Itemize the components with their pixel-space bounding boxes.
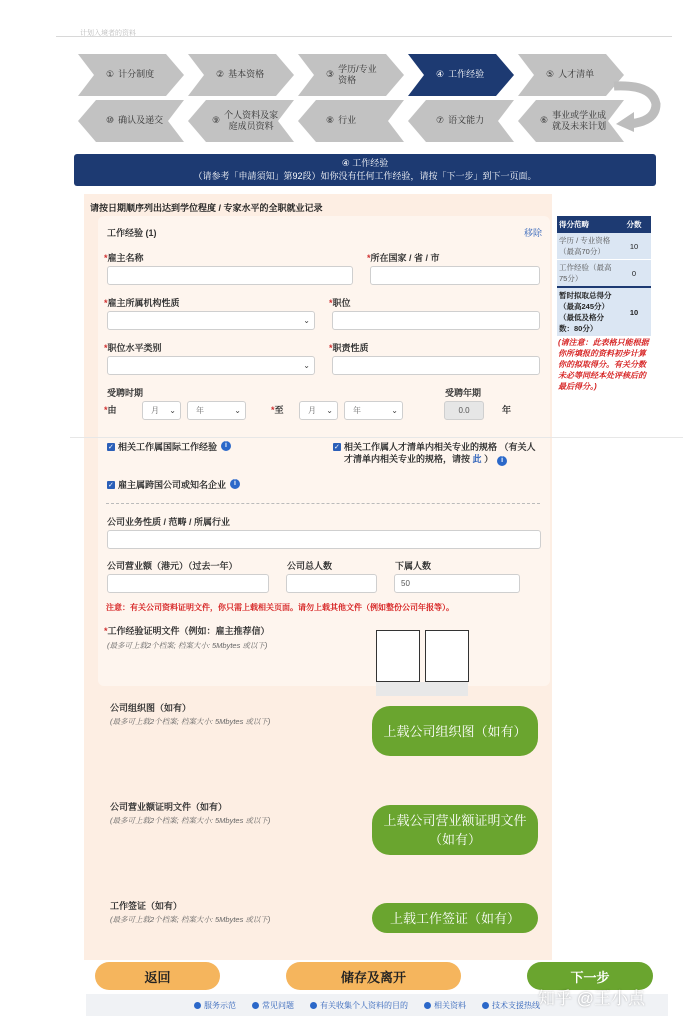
step-6-num: ⑥ (540, 115, 549, 126)
from-month-select[interactable]: 月 ⌄ (142, 401, 181, 420)
duty-nature-input[interactable] (332, 356, 540, 375)
step-5-num: ⑤ (546, 69, 555, 80)
table-row (557, 287, 651, 337)
step-9-label: 个人资料及家庭成员资料 (224, 109, 279, 131)
to-year-select[interactable]: 年 ⌄ (344, 401, 403, 420)
step-6[interactable] (518, 100, 624, 142)
back-button[interactable]: 返回 (95, 962, 220, 990)
visa-label: 工作签证（如有） (110, 901, 183, 911)
table-row (557, 260, 651, 288)
from-label: *由 (104, 405, 117, 415)
step-4[interactable] (408, 54, 514, 96)
step-7-num: ⑦ (436, 115, 445, 126)
top-header-text: 计划入境者的资料 (80, 30, 136, 36)
country-label: *所在国家 / 省 / 市 (367, 253, 440, 263)
score-total-label: 暂时拟取总得分（最高245分）（最低及格分数：80分） (557, 287, 617, 337)
company-nature-input[interactable] (107, 530, 541, 549)
step-2[interactable] (188, 54, 294, 96)
table-row (557, 233, 651, 260)
step-2-label: 基本资格 (228, 69, 265, 80)
period-label: 受聘时期 (107, 388, 144, 398)
position-label: *职位 (329, 298, 351, 308)
step-10-num: ⑩ (106, 115, 115, 126)
step-7[interactable] (408, 100, 514, 142)
checkbox-checked-icon (333, 443, 341, 451)
score-table (557, 216, 651, 336)
step-1-num: ① (106, 69, 115, 80)
company-nature-label: 公司业务性质 / 范畴 / 所属行业 (107, 517, 231, 527)
upload-turnover-doc-button[interactable]: 上载公司营业额证明文件（如有） (372, 805, 538, 855)
chevron-down-icon: ⌄ (303, 361, 310, 370)
step-8[interactable] (298, 100, 404, 142)
visa-hint: (最多可上载2个档案; 档案大小: 5Mbytes 或以下) (110, 915, 271, 924)
score-total-value: 10 (617, 287, 651, 337)
score-row-value: 10 (617, 233, 651, 260)
form-intro: 请按日期顺序列出达到学位程度 / 专家水平的全职就业记录 (90, 203, 323, 213)
watermark: 知乎 @王小点 (538, 989, 645, 1008)
employer-type-label: *雇主所属机构性质 (104, 298, 180, 308)
info-icon[interactable]: i (497, 456, 507, 466)
employer-name-label: *雇主名称 (104, 253, 144, 263)
checkbox-checked-icon (107, 443, 115, 451)
step-1-label: 计分制度 (118, 69, 155, 80)
chevron-down-icon: ⌄ (303, 316, 310, 325)
proof-label: *工作经验证明文件（例如：雇主推荐信） (104, 626, 270, 636)
duty-nature-label: *职责性质 (329, 343, 369, 353)
step-10[interactable] (78, 100, 184, 142)
section-header (74, 154, 656, 186)
years-label: 受聘年期 (445, 388, 482, 398)
score-row-label: 工作经验（最高75分） (557, 260, 617, 288)
uploaded-file-thumbnail-2[interactable] (425, 630, 469, 682)
step-10-label: 确认及递交 (118, 115, 164, 126)
score-note: (请注意：此表格只能根据你所填报的资料初步计算你的拟取得分。有关分数未必等同经本处评核后的最后得分。) (558, 338, 649, 391)
step-6-label: 事业或学业成就及未来计划 (552, 109, 607, 131)
footer-link-demo[interactable]: 服务示范 (194, 1000, 236, 1011)
save-and-exit-button[interactable]: 储存及离开 (286, 962, 461, 990)
footer-link-privacy[interactable]: 有关收集个人资料的目的 (310, 1000, 408, 1011)
top-divider (56, 36, 672, 37)
employer-name-input[interactable] (107, 266, 353, 285)
proof-hint: (最多可上载2个档案; 档案大小: 5Mbytes 或以下) (107, 641, 268, 650)
chevron-down-icon: ⌄ (169, 406, 176, 415)
org-chart-label: 公司组织图（如有） (110, 703, 192, 713)
step-3[interactable] (298, 54, 404, 96)
step-2-num: ② (216, 69, 225, 80)
warning-note: 注意：有关公司资料证明文件，你只需上载相关页面。请勿上载其他文件（例如整份公司年报等）。 (106, 603, 454, 612)
section-title: ④ 工作经验 (341, 158, 389, 168)
chevron-down-icon: ⌄ (326, 406, 333, 415)
footer-link-faq[interactable]: 常见问题 (252, 1000, 294, 1011)
subordinates-input[interactable]: 50 (394, 574, 520, 593)
mnc-checkbox[interactable]: ✓ 雇主属跨国公司或知名企业 i (107, 479, 240, 491)
turnover-label: 公司营业额（港元）（过去一年） (107, 561, 238, 571)
step-7-label: 语文能力 (448, 115, 485, 126)
upload-org-chart-button[interactable]: 上载公司组织图（如有） (372, 706, 538, 756)
headcount-input[interactable] (286, 574, 377, 593)
to-month-select[interactable]: 月 ⌄ (299, 401, 338, 420)
info-icon[interactable]: i (221, 441, 231, 451)
upload-visa-button[interactable]: 上载工作签证（如有） (372, 903, 538, 933)
talent-list-checkbox[interactable]: ✓ 相关工作属人才清单内相关专业的规格 （有关人才清单内相关专业的规格，请按 此 ） i (333, 441, 543, 466)
thumbnail-bar (376, 682, 468, 696)
turnover-doc-label: 公司营业额证明文件（如有） (110, 802, 228, 812)
step-3-num: ③ (326, 69, 335, 80)
chevron-down-icon: ⌄ (391, 406, 398, 415)
uploaded-file-thumbnail-1[interactable] (376, 630, 420, 682)
position-level-label: *职位水平类别 (104, 343, 162, 353)
next-button[interactable]: 下一步 (527, 962, 653, 990)
from-year-select[interactable]: 年 ⌄ (187, 401, 246, 420)
employer-type-select[interactable] (107, 311, 315, 330)
position-level-select[interactable] (107, 356, 315, 375)
card-title: 工作经验 (1) (107, 228, 157, 238)
score-header-range: 得分范畴 (557, 216, 617, 233)
dashed-divider (106, 503, 540, 504)
position-input[interactable] (332, 311, 540, 330)
arrow-circle-icon (482, 1002, 489, 1009)
headcount-label: 公司总人数 (287, 561, 333, 571)
arrow-circle-icon (424, 1002, 431, 1009)
footer-link-related[interactable]: 相关资料 (424, 1000, 466, 1011)
country-input[interactable] (370, 266, 540, 285)
checkbox-checked-icon (107, 481, 115, 489)
step-5-label: 人才清单 (558, 69, 595, 80)
step-5[interactable] (518, 54, 624, 96)
turnover-input[interactable] (107, 574, 269, 593)
step-8-num: ⑧ (326, 115, 335, 126)
score-row-value: 0 (617, 260, 651, 288)
step-4-num: ④ (436, 69, 445, 80)
subordinates-label: 下属人数 (395, 561, 432, 571)
org-chart-hint: (最多可上载2个档案; 档案大小: 5Mbytes 或以下) (110, 717, 271, 726)
step-9[interactable] (188, 100, 294, 142)
page-seam (70, 437, 683, 438)
arrow-circle-icon (310, 1002, 317, 1009)
chevron-down-icon: ⌄ (234, 406, 241, 415)
step-1[interactable] (78, 54, 184, 96)
info-icon[interactable]: i (230, 479, 240, 489)
turnover-doc-hint: (最多可上载2个档案; 档案大小: 5Mbytes 或以下) (110, 816, 271, 825)
step-8-label: 行业 (338, 115, 357, 126)
score-row-label: 学历 / 专业资格（最高70分） (557, 233, 617, 260)
to-label: *至 (271, 405, 284, 415)
section-subtitle: （请参考「申請須知」第92段）如你没有任何工作经验，请按「下一步」到下一页面。 (193, 171, 537, 181)
intl-experience-checkbox[interactable]: ✓ 相关工作属国际工作经验 i (107, 441, 231, 453)
step-3-label: 学历/专业资格 (338, 63, 377, 85)
arrow-circle-icon (252, 1002, 259, 1009)
years-unit: 年 (502, 405, 512, 415)
remove-link[interactable]: 移除 (524, 228, 543, 238)
score-header-score: 分数 (617, 216, 651, 233)
talent-list-link[interactable]: 此 (472, 454, 482, 464)
footer-link-support[interactable]: 技术支援热线 (482, 1000, 540, 1011)
step-4-label: 工作经验 (448, 69, 485, 80)
years-value: 0.0 (444, 401, 484, 420)
arrow-circle-icon (194, 1002, 201, 1009)
step-9-num: ⑨ (212, 115, 221, 126)
